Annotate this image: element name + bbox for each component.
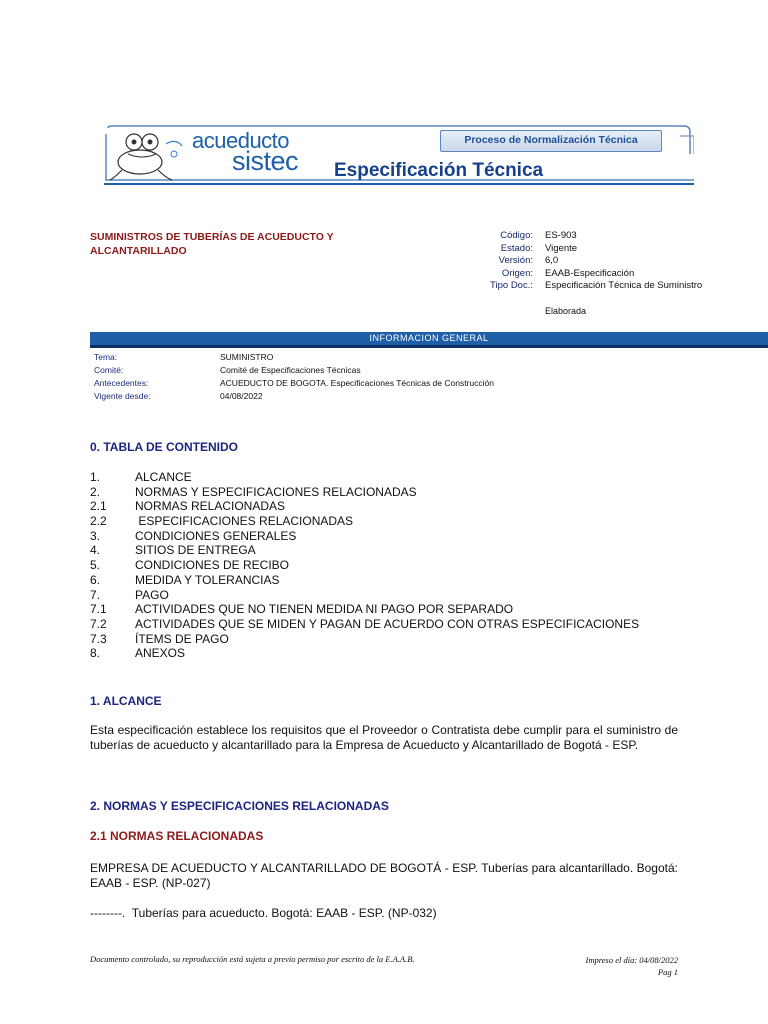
toc-label: CONDICIONES GENERALES: [135, 528, 297, 543]
process-label: Proceso de Normalización Técnica: [464, 134, 638, 146]
toc-num: 3.: [90, 528, 101, 543]
document-meta: [460, 230, 702, 293]
toc-label: ÍTEMS DE PAGO: [135, 631, 229, 646]
meta-key: Versión:: [498, 255, 533, 267]
toc-num: 7.3: [90, 631, 107, 646]
toc-item[interactable]: [90, 499, 639, 514]
toc-num: 2.2: [90, 514, 107, 529]
toc-num: 5.: [90, 558, 101, 573]
meta-key: Origen:: [501, 267, 533, 279]
toc-num: 6.: [90, 572, 101, 587]
document-title: SUMINISTROS DE TUBERÍAS DE ACUEDUCTO Y ALCANTARILLADO: [90, 231, 334, 257]
footer-disclaimer: Documento controlado, su reproducción está sujeta a previo permiso por escrito de la E.A.A.B.: [90, 954, 415, 964]
toc-num: 7.1: [90, 602, 107, 617]
footer-page-number: Pag 1: [657, 967, 678, 977]
toc-num: 7.2: [90, 616, 107, 631]
toc-label: SITIOS DE ENTREGA: [135, 543, 256, 558]
meta-row-version: [460, 255, 702, 268]
toc-heading: 0. TABLA DE CONTENIDO: [90, 440, 239, 454]
toc-label: CONDICIONES DE RECIBO: [135, 558, 290, 573]
toc-item[interactable]: [90, 514, 639, 529]
toc-item[interactable]: [90, 558, 639, 573]
toc-label: ACTIVIDADES QUE SE MIDEN Y PAGAN DE ACUERDO CON OTRAS ESPECIFICACIONES: [135, 616, 640, 631]
toc-item[interactable]: [90, 588, 639, 603]
toc-label: NORMAS RELACIONADAS: [135, 499, 286, 514]
toc-label: ALCANCE: [135, 470, 192, 484]
section-heading-normas-relacionadas: 2.1 NORMAS RELACIONADAS: [90, 829, 264, 843]
toc-label: ESPECIFICACIONES RELACIONADAS: [135, 514, 354, 529]
info-key: Comité:: [94, 365, 124, 375]
section-heading-alcance: 1. ALCANCE: [90, 694, 162, 708]
meta-row-estado: [460, 243, 702, 256]
meta-key: Estado:: [500, 242, 533, 254]
info-row-vigente: [94, 391, 494, 404]
logo-wordmark-acueducto: acueducto: [192, 128, 290, 153]
footer-printed-date: Impreso el día: 04/08/2022: [585, 955, 678, 965]
toc-num: 7.: [90, 587, 101, 602]
general-info-table: [94, 352, 494, 404]
toc-list: [90, 470, 639, 661]
meta-value: 6,0: [545, 255, 559, 267]
meta-value: ES-903: [545, 230, 577, 241]
toc-item[interactable]: [90, 573, 639, 588]
info-value: 04/08/2022: [220, 391, 263, 401]
meta-key: Código:: [500, 230, 533, 241]
footer-print-info: [586, 954, 678, 978]
norma-paragraph-2: --------. Tuberías para acueducto. Bogotá: EAAB - ESP. (NP-032): [90, 906, 437, 920]
frog-logo-icon: [106, 124, 190, 184]
meta-value: Especificación Técnica de Suministro: [545, 280, 703, 292]
toc-item[interactable]: [90, 529, 639, 544]
info-row-tema: [94, 352, 494, 365]
general-info-bar: [90, 332, 768, 348]
info-key: Tema:: [94, 352, 118, 362]
toc-item[interactable]: [90, 646, 639, 661]
logo-wordmark-sistec: sistec: [232, 146, 299, 176]
toc-num: 1.: [90, 470, 101, 484]
alcance-paragraph: Esta especificación establece los requisitos que el Proveedor o Contratista debe cumplir para el suministro de tuberías de acueducto y alcantarillado para la Empresa de Acueducto y Alcantarillado de Bogotá - ESP.: [90, 723, 678, 752]
info-value: Comité de Especificaciones Técnicas: [220, 365, 361, 375]
toc-label: NORMAS Y ESPECIFICACIONES RELACIONADAS: [135, 484, 417, 499]
general-info-label: INFORMACION GENERAL: [369, 333, 489, 343]
info-value: ACUEDUCTO DE BOGOTA. Especificaciones Técnicas de Construcción: [220, 378, 494, 388]
toc-item[interactable]: [90, 617, 639, 632]
toc-num: 4.: [90, 543, 101, 558]
info-row-antecedentes: [94, 378, 494, 391]
meta-row-codigo: [460, 230, 702, 243]
toc-item[interactable]: [90, 470, 639, 485]
meta-value: Vigente: [545, 242, 578, 254]
doc-type-title: Especificación Técnica: [334, 160, 544, 181]
info-value: SUMINISTRO: [220, 352, 274, 362]
info-key: Antecedentes:: [94, 378, 149, 388]
toc-label: ACTIVIDADES QUE NO TIENEN MEDIDA NI PAGO POR SEPARADO: [135, 602, 514, 617]
process-label-box: [440, 130, 662, 152]
norma-paragraph-1: EMPRESA DE ACUEDUCTO Y ALCANTARILLADO DE BOGOTÁ - ESP. Tuberías para alcantarillado. Bogotá: EAAB - ESP. (NP-027): [90, 861, 678, 890]
status-note: Elaborada: [545, 306, 587, 316]
section-heading-normas: 2. NORMAS Y ESPECIFICACIONES RELACIONADAS: [90, 799, 389, 813]
toc-label: PAGO: [135, 587, 169, 602]
info-key: Vigente desde:: [94, 391, 151, 401]
toc-item[interactable]: [90, 543, 639, 558]
toc-label: ANEXOS: [135, 646, 186, 661]
toc-num: 8.: [90, 646, 101, 661]
meta-key: Tipo Doc.:: [490, 280, 533, 292]
toc-item[interactable]: [90, 632, 639, 647]
toc-label: MEDIDA Y TOLERANCIAS: [135, 572, 280, 587]
meta-value: EAAB-Especificación: [545, 267, 635, 279]
toc-item[interactable]: [90, 485, 639, 500]
toc-num: 2.: [90, 484, 101, 499]
meta-row-tipo-doc: [460, 280, 702, 293]
toc-item[interactable]: [90, 602, 639, 617]
meta-row-origen: [460, 268, 702, 281]
toc-num: 2.1: [90, 499, 107, 514]
info-row-comite: [94, 365, 494, 378]
